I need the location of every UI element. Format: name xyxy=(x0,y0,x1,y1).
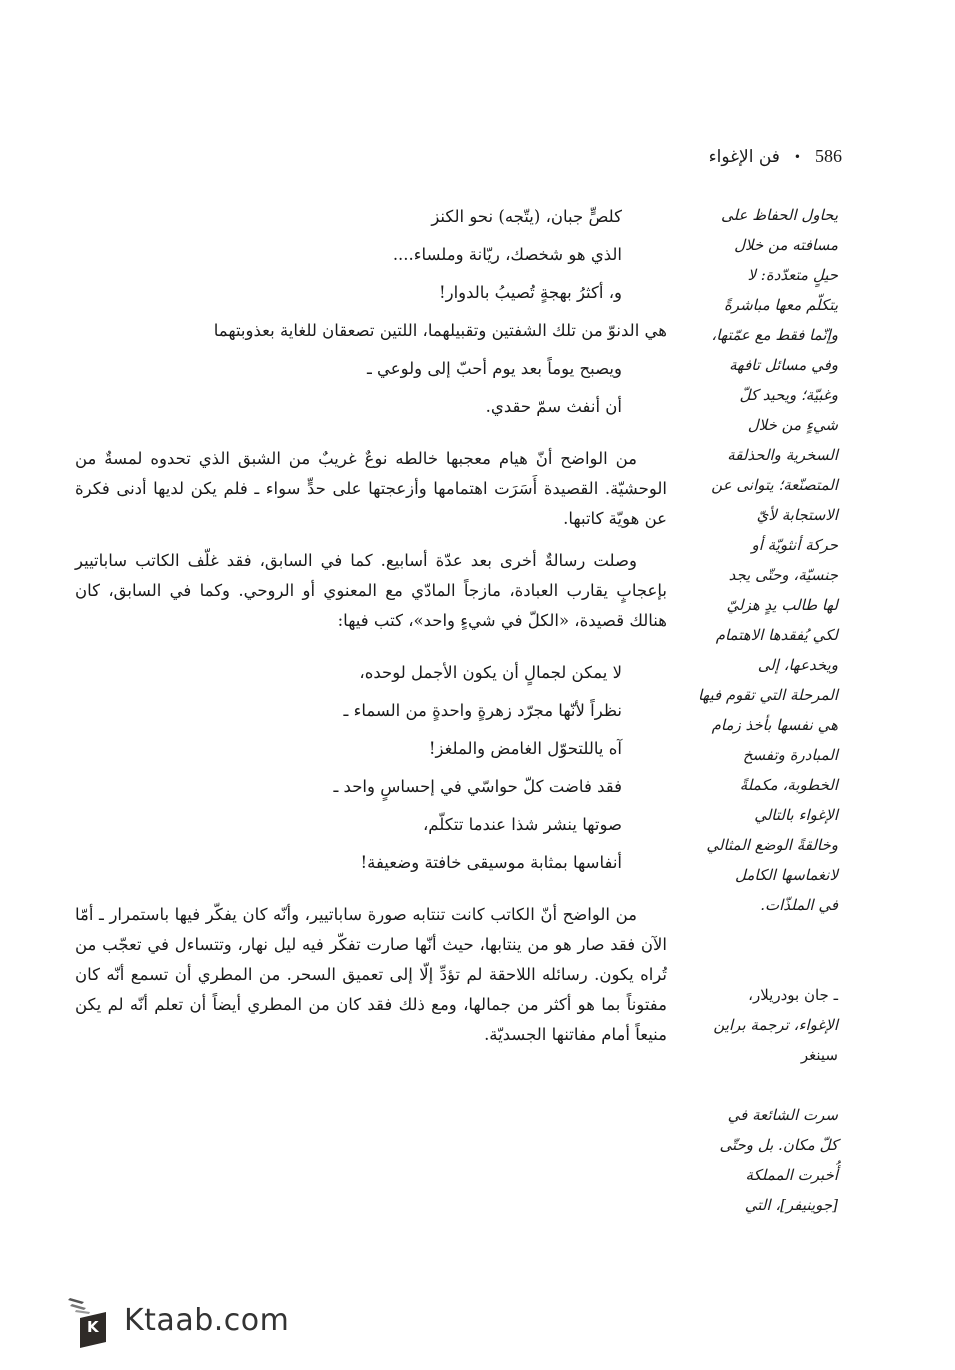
note-line: وإنّما فقط مع عمّتها، xyxy=(711,326,838,344)
note-line: لكي يُفقدها الاهتمام xyxy=(715,626,838,644)
poem-line: كلصٍّ جبان، (يتّجه) نحو الكنز xyxy=(431,207,622,226)
poem-line: الذي هو شخصك، ريّانة وملساء.... xyxy=(392,245,622,264)
note-line: يتكلّم معها مباشرةً xyxy=(723,296,838,314)
poem-line: و، أكثرُ بهجةٍ تُصيبُ بالدوار! xyxy=(438,283,622,302)
note-line: وخالقةً الوضع المثالي xyxy=(706,836,838,854)
book-title: فن الإغواء xyxy=(708,146,780,167)
poem-line: هي الدنوّ من تلك الشفتين وتقبيلهما، اللتين تصعقان للغاية بعذوبتهما xyxy=(213,321,667,340)
note-line: المتصنّعة؛ يتوانى عن xyxy=(711,476,838,494)
main-text-column xyxy=(75,198,667,1050)
page-header xyxy=(709,146,842,167)
note-line: الإغواء، ترجمة براين xyxy=(713,1016,838,1034)
note-line: مسافته من خلال xyxy=(734,236,838,254)
margin-note-1 xyxy=(690,200,838,920)
note-line: لانغماسها الكامل xyxy=(734,866,838,884)
paragraph: وصلت رسالةٌ أخرى بعد عدّة أسابيع. كما في السابق، فقد غلّف الكاتب ساباتيير بإعجابٍ يقارب العبادة، مازجاً المادّي مع المعنوي أو الروحي. وكما في السابق، كان هنالك قصيدة، «الكلّ في شيءٍ واحد»، كتب فيها: xyxy=(75,551,667,630)
note-line: سينغر xyxy=(800,1046,838,1064)
poem-line: صوتها ينشر شذا عندما تتكلّم، xyxy=(422,815,622,834)
poem-2 xyxy=(75,654,667,882)
note-line: سرت الشائعة في xyxy=(727,1106,838,1124)
note-line: يحاول الحفاظ على xyxy=(721,206,838,224)
poem-1 xyxy=(75,198,667,426)
poem-line: نظراً لأنّها مجرّد زهرةٍ واحدةٍ من السماء ـ xyxy=(343,701,622,720)
page-number: 586 xyxy=(815,146,842,166)
poem-line: ويصبح يوماً بعد يوم أحبّ إلى ولوعي ـ xyxy=(366,359,622,378)
poem-line: أن أنفث سمّ حقدي. xyxy=(485,397,622,416)
note-line: في الملذّات. xyxy=(760,896,838,914)
note-line: وغبيّة؛ ويحيد كلّ xyxy=(739,386,838,404)
note-line: السخرية والحذلقة xyxy=(727,446,838,464)
note-line: هي نفسها بأخذ زمام xyxy=(711,716,838,734)
note-line: حركة أنثويّة أو xyxy=(751,536,838,554)
note-line: وفي مسائل تافهة xyxy=(729,356,838,374)
note-line: لها طالب يدٍ هزليّ xyxy=(726,596,838,614)
paragraph: من الواضح أنّ الكاتب كانت تنتابه صورة ساباتيير، وأنّه كان يفكّر فيها باستمرار ـ أمّا الآن فقد صار هو من ينتابها، حيث أنّها صارت تفكّر فيه ليل نهار، وتتساءل في تعجّب من تُراه يكون. رسائله اللاحقة لم تؤدِّ إلّا إلى تعميق السحر. من المطري أن تسمع أنّه كان مفتوناً بما هو أكثر من جمالها، ومع ذلك فقد كان من المطري أيضاً أن تعلم أنّه لم يكن منيعاً أمام مفاتنها الجسديّة. xyxy=(75,905,667,1044)
note-line: ويخدعها، إلى xyxy=(757,656,838,674)
note-line: الإغواء بالتالي xyxy=(754,806,838,824)
logo-letter: K xyxy=(87,1318,99,1336)
note-line: الخطوبة، مكملةً xyxy=(739,776,838,794)
ktaab-logo xyxy=(62,1292,289,1348)
poem-line: لا يمكن لجمالٍ أن يكون الأجمل لوحده، xyxy=(359,663,622,682)
note-line: شيءٍ من خلال xyxy=(747,416,838,434)
open-book-icon xyxy=(62,1292,112,1348)
note-line: حيلٍ متعدّدة: لا xyxy=(747,266,838,284)
poem-line: فقد فاضت كلّ حواسّي في إحساسٍ واحد ـ xyxy=(333,777,622,796)
logo-text: Ktaab.com xyxy=(124,1302,290,1338)
header-separator: • xyxy=(793,149,801,164)
poem-line: أنفاسها بمثابة موسيقى خافتة وضعيفة! xyxy=(360,853,622,872)
note-line: [جوينيفر]، التي xyxy=(744,1196,838,1214)
note-line: كلّ مكان. بل وحتّى xyxy=(719,1136,838,1154)
note-line: المرحلة التي تقوم فيها xyxy=(697,686,838,704)
note-line: ـ جان بودريلار، xyxy=(748,986,838,1004)
poem-line: آه ياللتحوّل الغامض والملغز! xyxy=(428,739,622,758)
note-line: المبادرة وتفسخ xyxy=(742,746,838,764)
margin-attribution xyxy=(690,980,838,1070)
note-line: أُخبرت المملكة xyxy=(745,1166,838,1184)
paragraph: من الواضح أنّ هيام معجبها خالطه نوعٌ غريبٌ من الشبق الذي تحدوه لمسةٌ من الوحشيّة. القصيدة أَسَرَت اهتمامها وأزعجتها على حدٍّ سواء ـ فلم يكن لديها أدنى فكرة عن هويّة كاتبها. xyxy=(75,449,667,528)
note-line: الاستجابة لأيّ xyxy=(756,506,838,524)
margin-note-2 xyxy=(690,1100,838,1220)
note-line: جنسيّة، وحتّى يجد xyxy=(728,566,838,584)
